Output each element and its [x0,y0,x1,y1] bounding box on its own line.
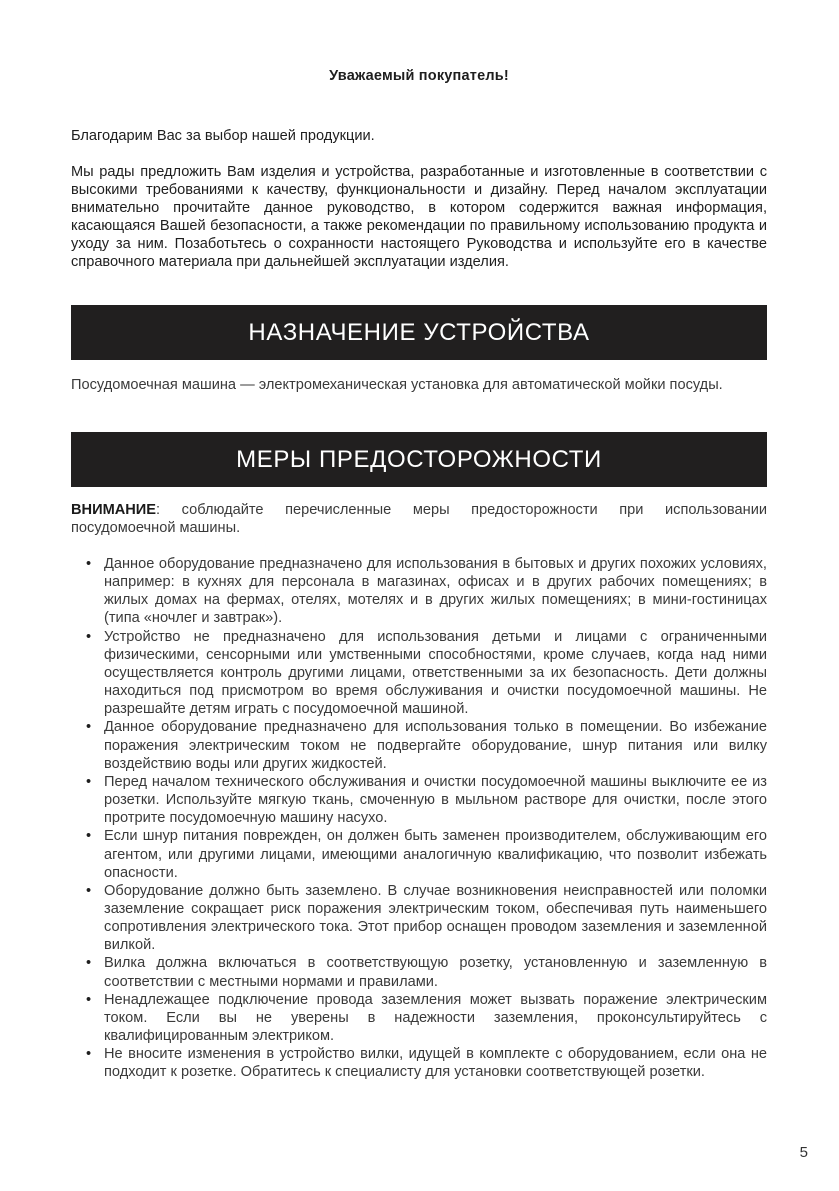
list-item [71,954,767,990]
list-item-text: Перед началом технического обслуживания и очистки посудомоечной машины выключите ее из розетки. Используйте мягкую ткань, смоченную в мыльном растворе для очистки, после этого протрите посудомоечную машину насухо. [104,773,767,827]
list-item-text: Данное оборудование предназначено для использования только в помещении. Во избежание поражения электрическим током не подвергайте оборудование, шнур питания или вилку воздействию воды или других жидкостей. [104,719,767,772]
list-item [71,628,767,719]
bullet-icon: • [86,1046,92,1063]
list-item [71,882,767,955]
section-banner-purpose [71,305,767,360]
list-item [71,1045,767,1081]
bullet-icon: • [86,628,92,645]
list-item-text: Ненадлежащее подключение провода заземления может вызвать поражение электрическим током. Если вы не уверены в надежности заземления, проконсультируйтесь с квалифицированным электриком. [104,991,767,1045]
thanks-paragraph: Благодарим Вас за выбор нашей продукции. [71,128,375,144]
warning-paragraph [71,501,767,537]
greeting-heading: Уважаемый покупатель! [329,68,509,84]
bullet-icon: • [86,719,92,736]
bullet-icon: • [86,955,92,972]
warning-label: ВНИМАНИЕ [71,502,157,518]
list-item [71,773,767,827]
list-item-text: Устройство не предназначено для использования детьми и лицами с ограниченными физическими, сенсорными или умственными способностями, кроме случаев, когда над ними осуществляется контроль другими лицами, ответственными за их безопасность. Дети должны находиться под присмотром во время обслуживания и очистки посудомоечной машины. Не разрешайте детям играть с посудомоечной машиной. [104,628,767,718]
list-item [71,718,767,772]
bullet-icon: • [86,773,92,790]
list-item-text: Не вносите изменения в устройство вилки, идущей в комплекте с оборудованием, если она не подходит к розетке. Обратитесь к специалисту для установки соответствующей розетки. [104,1046,767,1081]
intro-paragraph: Мы рады предложить Вам изделия и устройства, разработанные и изготовленные в соответствии с высокими требованиями к качеству, функциональности и дизайну. Перед началом эксплуатации внимательно прочитайте данное руководство, в котором содержится важная информация, касающаяся Вашей безопасности, а также рекомендации по правильному использованию продукта и уходу за ним. Позаботьтесь о сохранности настоящего Руководства и используйте его в качестве справочного материала при дальнейшей эксплуатации изделия. [71,164,767,271]
list-item [71,991,767,1045]
list-item [71,555,767,628]
bullet-icon: • [86,556,92,572]
list-item-text: Если шнур питания поврежден, он должен быть заменен производителем, обслуживающим его агентом, или другими лицами, имеющими аналогичную квалификацию, что позволит избежать опасности. [104,828,767,881]
bullet-icon: • [86,991,92,1008]
page-number: 5 [799,1144,808,1161]
bullet-icon: • [86,828,92,845]
section-title-precautions: МЕРЫ ПРЕДОСТОРОЖНОСТИ [236,445,602,473]
section-banner-precautions [71,432,767,487]
precautions-list [71,555,767,1082]
list-item-text: Данное оборудование предназначено для использования в бытовых и других похожих условиях, например: в кухнях для персонала в магазинах, офисах и в других рабочих помещениях; в жилых домах на фермах, отелях, мотелях и в других жилых помещениях; в мини-гостиницах (типа «ночлег и завтрак»). [104,556,767,627]
list-item [71,827,767,881]
list-item-text: Вилка должна включаться в соответствующую розетку, установленную и заземленную в соответствии с местными нормами и правилами. [104,955,767,990]
list-item-text: Оборудование должно быть заземлено. В случае возникновения неисправностей или поломки заземление сокращает риск поражения электрическим током, обеспечивая путь наименьшего сопротивления электрического тока. Этот прибор оснащен проводом заземления и заземленной вилкой. [104,882,767,954]
bullet-icon: • [86,882,92,899]
section-title-purpose: НАЗНАЧЕНИЕ УСТРОЙСТВА [248,318,590,346]
purpose-paragraph: Посудомоечная машина — электромеханическая установка для автоматической мойки посуды. [71,377,723,393]
warning-text: : соблюдайте перечисленные меры предосторожности при использовании посудомоечной машины. [71,502,767,537]
